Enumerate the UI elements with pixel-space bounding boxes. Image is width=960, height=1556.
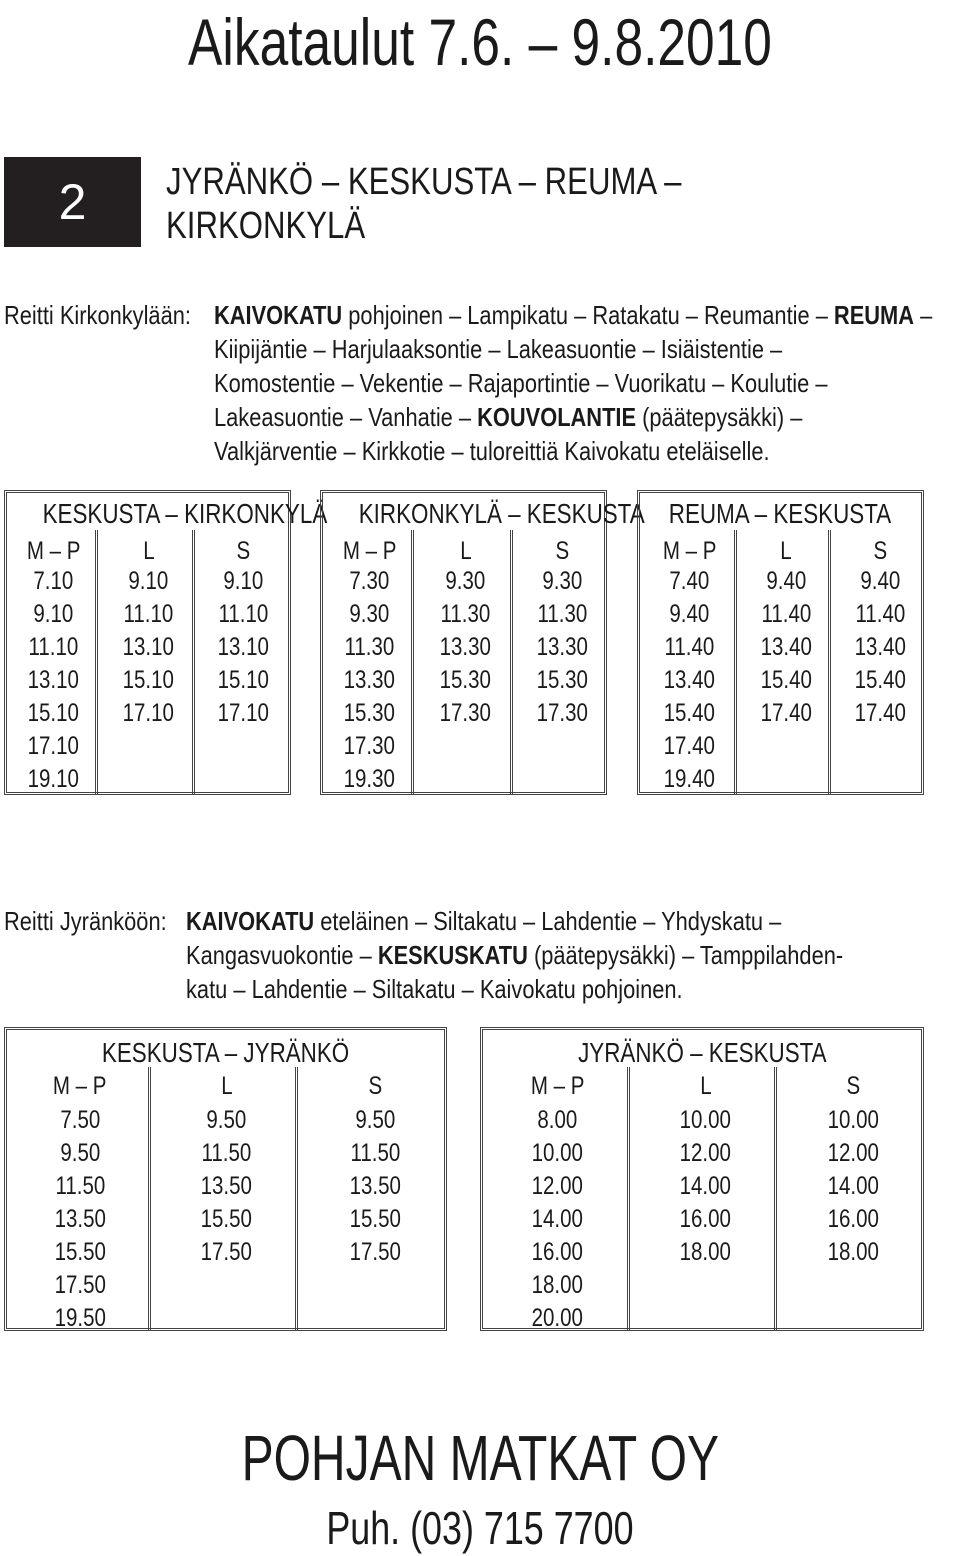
departure-time-text: 9.30 [349, 600, 390, 628]
departure-time-text: 12.00 [679, 1139, 732, 1167]
column-header-text: M – P [662, 537, 717, 565]
route-description-line [186, 904, 843, 938]
departure-time [646, 1269, 766, 1302]
street-text: Kangasvuokontie – [186, 940, 378, 970]
departure-time [20, 1137, 140, 1170]
departure-time [646, 1137, 766, 1170]
route-jyranko-label: Reitti Jyränköön: [4, 906, 167, 936]
timetable-header-text: KESKUSTA – KIRKONKYLÄ [42, 498, 328, 529]
departure-time [315, 1269, 435, 1302]
street-highlight: KAIVOKATU [214, 300, 343, 330]
departure-time [498, 1170, 618, 1203]
departure-time [315, 1137, 435, 1170]
street-text: katu – Lahdentie – Siltakatu – Kaivokatu pohjoinen. [186, 974, 683, 1004]
departure-time [315, 1203, 435, 1236]
departure-time [20, 1203, 140, 1236]
departure-time [498, 1137, 618, 1170]
departure-time-text: 10.00 [531, 1139, 584, 1167]
departure-time-text: 17.30 [536, 699, 589, 727]
departure-time-text: 13.40 [760, 633, 812, 661]
departure-time [793, 1203, 913, 1236]
departure-time-text: 15.30 [343, 699, 396, 727]
departure-time-text: 16.00 [679, 1205, 732, 1233]
departure-time-text: 17.30 [343, 732, 396, 760]
column-header-text: S [555, 537, 570, 565]
route-description-line [214, 298, 932, 332]
column-header [820, 535, 940, 568]
departure-time [820, 598, 940, 631]
column-divider [295, 1067, 298, 1331]
departure-time [503, 664, 623, 697]
departure-time-text: 11.30 [537, 600, 588, 628]
departure-time-text: 17.30 [439, 699, 492, 727]
route-name [166, 160, 681, 248]
departure-time-text: 19.50 [54, 1304, 106, 1332]
column-header-text: L [220, 1072, 233, 1100]
timetable [4, 490, 328, 795]
timetable-header [7, 497, 328, 531]
timetable-header [640, 497, 921, 531]
departure-time [167, 1137, 287, 1170]
street-highlight: KOUVOLANTIE [477, 402, 637, 432]
departure-time-text: 16.00 [531, 1238, 584, 1266]
departure-time-text: 13.10 [217, 633, 270, 661]
departure-time [184, 763, 304, 796]
timetable [637, 490, 924, 795]
column-header-text: S [846, 1072, 860, 1100]
route-kirkonkyla-description [214, 298, 932, 468]
departure-time-text: 13.40 [663, 666, 716, 694]
departure-time [793, 1104, 913, 1137]
departure-time-text: 9.50 [60, 1139, 100, 1167]
route-kirkonkyla-label: Reitti Kirkonkylään: [4, 300, 191, 330]
departure-time [793, 1170, 913, 1203]
departure-time-text: 17.40 [760, 699, 812, 727]
street-highlight: KESKUSKATU [377, 940, 528, 970]
column-divider [192, 530, 195, 795]
departure-time-text: 17.10 [27, 732, 80, 760]
departure-time-text: 10.00 [827, 1106, 879, 1134]
departure-time [20, 1170, 140, 1203]
departure-time-text: 18.00 [827, 1238, 879, 1266]
departure-time-text: 11.40 [761, 600, 811, 628]
street-text: Kiipijäntie – Harjulaaksontie – Lakeasuontie – Isiäistentie – [214, 334, 783, 364]
departure-time-text: 13.10 [122, 633, 175, 661]
timetable-header-text: JYRÄNKÖ – KESKUSTA [577, 1037, 827, 1068]
departure-time [820, 631, 940, 664]
route-jyranko-description [186, 904, 843, 1006]
departure-time [20, 1236, 140, 1269]
departure-time [167, 1302, 287, 1335]
departure-time-text: 15.30 [536, 666, 589, 694]
column-header-text: M – P [53, 1072, 107, 1100]
departure-time-text: 15.30 [439, 666, 492, 694]
column-header [793, 1070, 913, 1103]
departure-time-text: 11.50 [350, 1139, 400, 1167]
street-text: Valkjärventie – Kirkkotie – tuloreittiä Kaivokatu eteläiselle. [214, 436, 770, 466]
departure-time-text: 11.10 [123, 600, 174, 628]
departure-time [167, 1203, 287, 1236]
street-text: (päätepysäkki) – Tamppilahden- [527, 940, 844, 970]
departure-time [646, 1104, 766, 1137]
route-description-line [214, 366, 932, 400]
column-header-text: S [873, 537, 887, 565]
departure-time [184, 598, 304, 631]
departure-time-text: 19.40 [663, 765, 716, 793]
column-divider [148, 1067, 151, 1331]
street-text: Komostentie – Vekentie – Rajaportintie – Vuorikatu – Koulutie – [214, 368, 828, 398]
departure-time [184, 730, 304, 763]
timetable-header-text: KESKUSTA – JYRÄNKÖ [101, 1037, 350, 1068]
departure-time-text: 7.50 [60, 1106, 100, 1134]
departure-time [315, 1104, 435, 1137]
timetable [480, 1027, 924, 1331]
departure-time [646, 1302, 766, 1335]
departure-time [167, 1269, 287, 1302]
timetable-header [483, 1036, 921, 1070]
departure-time-text: 15.10 [27, 699, 80, 727]
route-description-line [186, 972, 843, 1006]
route-description-line [214, 400, 932, 434]
column-header-text: L [142, 537, 155, 565]
departure-time-text: 10.00 [679, 1106, 732, 1134]
departure-time-text: 15.40 [854, 666, 906, 694]
departure-time [503, 697, 623, 730]
column-header-text: M – P [342, 537, 397, 565]
departure-time [167, 1104, 287, 1137]
departure-time [820, 664, 940, 697]
departure-time-text: 13.30 [343, 666, 396, 694]
departure-time-text: 19.10 [27, 765, 80, 793]
departure-time-text: 11.30 [344, 633, 395, 661]
departure-time-text: 15.50 [54, 1238, 106, 1266]
departure-time-text: 14.00 [827, 1172, 879, 1200]
departure-time [793, 1269, 913, 1302]
departure-time-text: 17.40 [663, 732, 716, 760]
column-header [498, 1070, 618, 1103]
departure-time-text: 7.10 [33, 567, 74, 595]
departure-time-text: 15.40 [663, 699, 716, 727]
route-description-line [214, 332, 932, 366]
departure-time-text: 7.30 [349, 567, 390, 595]
departure-time [498, 1104, 618, 1137]
departure-time-text: 9.40 [669, 600, 710, 628]
departure-time [503, 631, 623, 664]
departure-time [184, 565, 304, 598]
departure-time [20, 1104, 140, 1137]
departure-time-text: 13.50 [54, 1205, 106, 1233]
departure-time-text: 17.50 [54, 1271, 106, 1299]
company-phone: Puh. (03) 715 7700 [326, 1502, 634, 1554]
departure-time [503, 565, 623, 598]
departure-time-text: 12.00 [827, 1139, 879, 1167]
departure-time [498, 1236, 618, 1269]
departure-time-text: 18.00 [679, 1238, 732, 1266]
column-header-text: M – P [530, 1072, 585, 1100]
page-title: Aikataulut 7.6. – 9.8.2010 [188, 5, 772, 79]
departure-time-text: 9.10 [33, 600, 74, 628]
column-header-text: L [780, 537, 792, 565]
departure-time-text: 17.10 [217, 699, 270, 727]
departure-time-text: 9.30 [445, 567, 486, 595]
departure-time [503, 598, 623, 631]
departure-time-text: 15.50 [200, 1205, 253, 1233]
street-text: pohjoinen – Lampikatu – Ratakatu – Reumantie – [342, 300, 834, 330]
departure-time-text: 18.00 [531, 1271, 584, 1299]
street-text: (päätepysäkki) – [636, 402, 803, 432]
departure-time-text: 17.40 [854, 699, 906, 727]
departure-time-text: 9.40 [766, 567, 806, 595]
departure-time [184, 697, 304, 730]
departure-time-text: 11.50 [201, 1139, 252, 1167]
departure-time-text: 11.30 [440, 600, 491, 628]
departure-time-text: 7.40 [669, 567, 710, 595]
departure-time-text: 9.30 [542, 567, 583, 595]
departure-time-text: 13.30 [439, 633, 492, 661]
departure-time [315, 1170, 435, 1203]
departure-time-text: 9.10 [223, 567, 264, 595]
departure-time-text: 16.00 [827, 1205, 879, 1233]
timetable-header-text: REUMA – KESKUSTA [669, 498, 892, 529]
timetable-header-text: KIRKONKYLÄ – KESKUSTA [358, 498, 645, 529]
departure-time-text: 9.40 [860, 567, 900, 595]
column-header [646, 1070, 766, 1103]
departure-time-text: 13.40 [854, 633, 906, 661]
departure-time [315, 1236, 435, 1269]
column-header-text: L [459, 537, 472, 565]
departure-time [167, 1170, 287, 1203]
column-divider [828, 530, 831, 795]
street-highlight: REUMA [833, 300, 915, 330]
route-description-line [214, 434, 932, 468]
departure-time [820, 730, 940, 763]
timetable [4, 1027, 447, 1331]
departure-time-text: 8.00 [537, 1106, 578, 1134]
departure-time [820, 763, 940, 796]
departure-time-text: 11.50 [55, 1172, 105, 1200]
column-header [20, 1070, 140, 1103]
departure-time [167, 1236, 287, 1269]
departure-time-text: 17.50 [349, 1238, 401, 1266]
departure-time-text: 15.50 [349, 1205, 401, 1233]
departure-time-text: 14.00 [679, 1172, 732, 1200]
departure-time-text: 11.40 [664, 633, 715, 661]
street-text: eteläinen – Siltakatu – Lahdentie – Yhdyskatu – [314, 906, 782, 936]
column-header-text: L [699, 1072, 712, 1100]
timetable [320, 490, 645, 795]
departure-time-text: 9.50 [355, 1106, 395, 1134]
departure-time-text: 9.50 [206, 1106, 247, 1134]
departure-time-text: 17.50 [200, 1238, 253, 1266]
column-header-text: M – P [26, 537, 81, 565]
departure-time-text: 9.10 [128, 567, 169, 595]
departure-time-text: 13.10 [27, 666, 80, 694]
column-divider [774, 1067, 777, 1331]
departure-time [184, 631, 304, 664]
departure-time [820, 565, 940, 598]
column-divider [95, 530, 98, 795]
column-header [167, 1070, 287, 1103]
column-divider [510, 530, 513, 795]
departure-time-text: 12.00 [531, 1172, 584, 1200]
departure-time [498, 1302, 618, 1335]
column-header-text: S [236, 537, 251, 565]
departure-time [498, 1203, 618, 1236]
departure-time [503, 763, 623, 796]
departure-time-text: 19.30 [343, 765, 396, 793]
departure-time [793, 1137, 913, 1170]
departure-time-text: 15.40 [760, 666, 812, 694]
route-description-line [186, 938, 843, 972]
departure-time [820, 697, 940, 730]
column-header-text: S [368, 1072, 382, 1100]
timetable-header [7, 1036, 444, 1070]
departure-time-text: 17.10 [122, 699, 175, 727]
departure-time [503, 730, 623, 763]
column-header [315, 1070, 435, 1103]
departure-time [646, 1170, 766, 1203]
departure-time-text: 13.50 [200, 1172, 253, 1200]
departure-time-text: 11.40 [855, 600, 905, 628]
column-divider [734, 530, 737, 795]
route-name-line-2: KIRKONKYLÄ [166, 205, 366, 247]
departure-time [646, 1236, 766, 1269]
departure-time-text: 14.00 [531, 1205, 584, 1233]
departure-time [498, 1269, 618, 1302]
departure-time-text: 11.10 [28, 633, 79, 661]
company-name: POHJAN MATKAT OY [241, 1422, 719, 1494]
street-text: – [914, 300, 933, 330]
street-highlight: KAIVOKATU [186, 906, 315, 936]
departure-time-text: 15.10 [122, 666, 175, 694]
column-header [503, 535, 623, 568]
departure-time-text: 15.10 [217, 666, 270, 694]
departure-time-text: 13.30 [536, 633, 589, 661]
departure-time [20, 1302, 140, 1335]
departure-time [793, 1302, 913, 1335]
departure-time-text: 20.00 [531, 1304, 584, 1332]
column-divider [627, 1067, 630, 1331]
column-divider [411, 530, 414, 795]
departure-time [793, 1236, 913, 1269]
departure-time-text: 13.50 [349, 1172, 401, 1200]
route-name-line-1: JYRÄNKÖ – KESKUSTA – REUMA – [166, 161, 682, 203]
departure-time [184, 664, 304, 697]
column-header [184, 535, 304, 568]
departure-time [20, 1269, 140, 1302]
departure-time [646, 1203, 766, 1236]
route-number-badge: 2 [4, 157, 141, 247]
street-text: Lakeasuontie – Vanhatie – [214, 402, 478, 432]
departure-time [315, 1302, 435, 1335]
departure-time-text: 11.10 [218, 600, 269, 628]
timetable-header [323, 497, 645, 531]
